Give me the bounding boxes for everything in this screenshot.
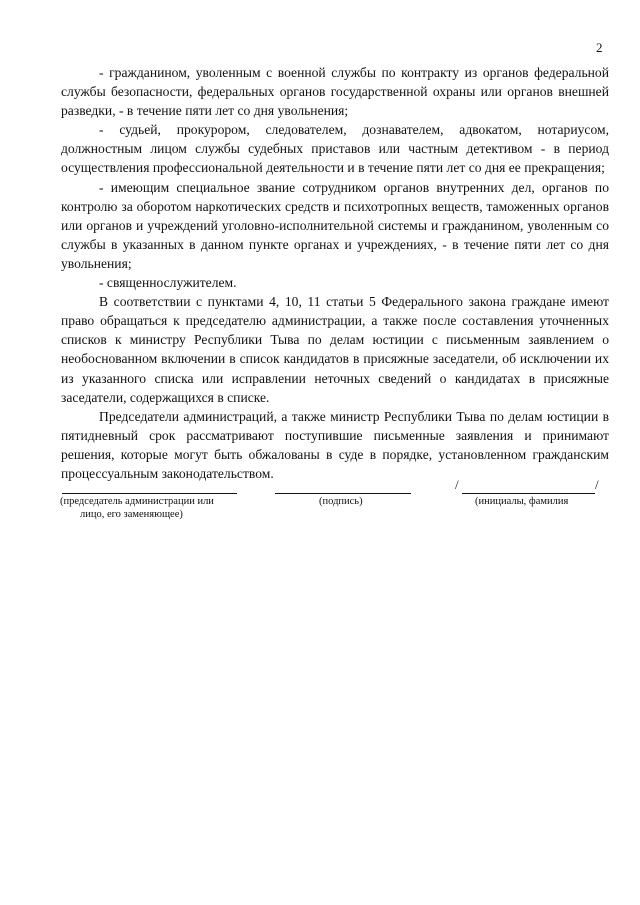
paragraph-review: Председатели администраций, а также министр Республики Тыва по делам юстиции в пятидневный срок рассматривают поступившие письменные заявления и принимают решения, которые могут быть обжалованы в суде в порядке, установленном гражданским процессуальным законодательством. (61, 408, 609, 481)
paragraph-military: - гражданином, уволенным с военной службы по контракту из органов федеральной службы безопасности, федеральных органов государственной охраны или органов внешней разведки, - в течение пяти лет со дня увольнения; (61, 65, 609, 119)
signature-line-signature (275, 493, 411, 494)
caption-signature: (подпись) (319, 496, 363, 507)
paragraph-rights: В соответствии с пунктами 4, 10, 11 статьи 5 Федерального закона граждане имеют право обращаться к председателю администрации, а также после составления уточненных списков к министру Республики Тыва по делам юстиции с письменным заявлением о необоснованном включении в список кандидатов в присяжные заседатели, об исключении их из указанного списка или исправлении неточных сведений о кандидатах в присяжные заседатели, содержащихся в списке. (61, 294, 609, 405)
page-number: 2 (596, 40, 603, 55)
signature-line-name-role (62, 493, 237, 494)
slash-open: / (455, 477, 459, 492)
caption-chairman-line1: (председатель администрации или (60, 496, 214, 507)
paragraph-judges: - судьей, прокурором, следователем, дознавателем, адвокатом, нотариусом, должностным лицом службы судебных приставов или частным детективом - в период осуществления профессиональной деятельности и в течение пяти лет со дня ее прекращения; (61, 122, 609, 176)
signature-line-initials (462, 493, 595, 494)
paragraph-clergy: - священнослужителем. (99, 275, 237, 291)
caption-chairman (60, 495, 250, 521)
slash-close: / (595, 477, 599, 492)
paragraph-police: - имеющим специальное звание сотрудником органов внутренних дел, органов по контролю за оборотом наркотических средств и психотропных веществ, таможенных органов или органов и учреждений уголовно-исполнительной системы и гражданином, уволенным со службы в указанных в данном пункте органах и учреждениях, - в течение пяти лет со дня увольнения; (61, 179, 609, 271)
document-body (61, 63, 609, 483)
caption-chairman-line2: лицо, его заменяющее) (80, 509, 183, 520)
caption-initials: (инициалы, фамилия (475, 496, 569, 507)
